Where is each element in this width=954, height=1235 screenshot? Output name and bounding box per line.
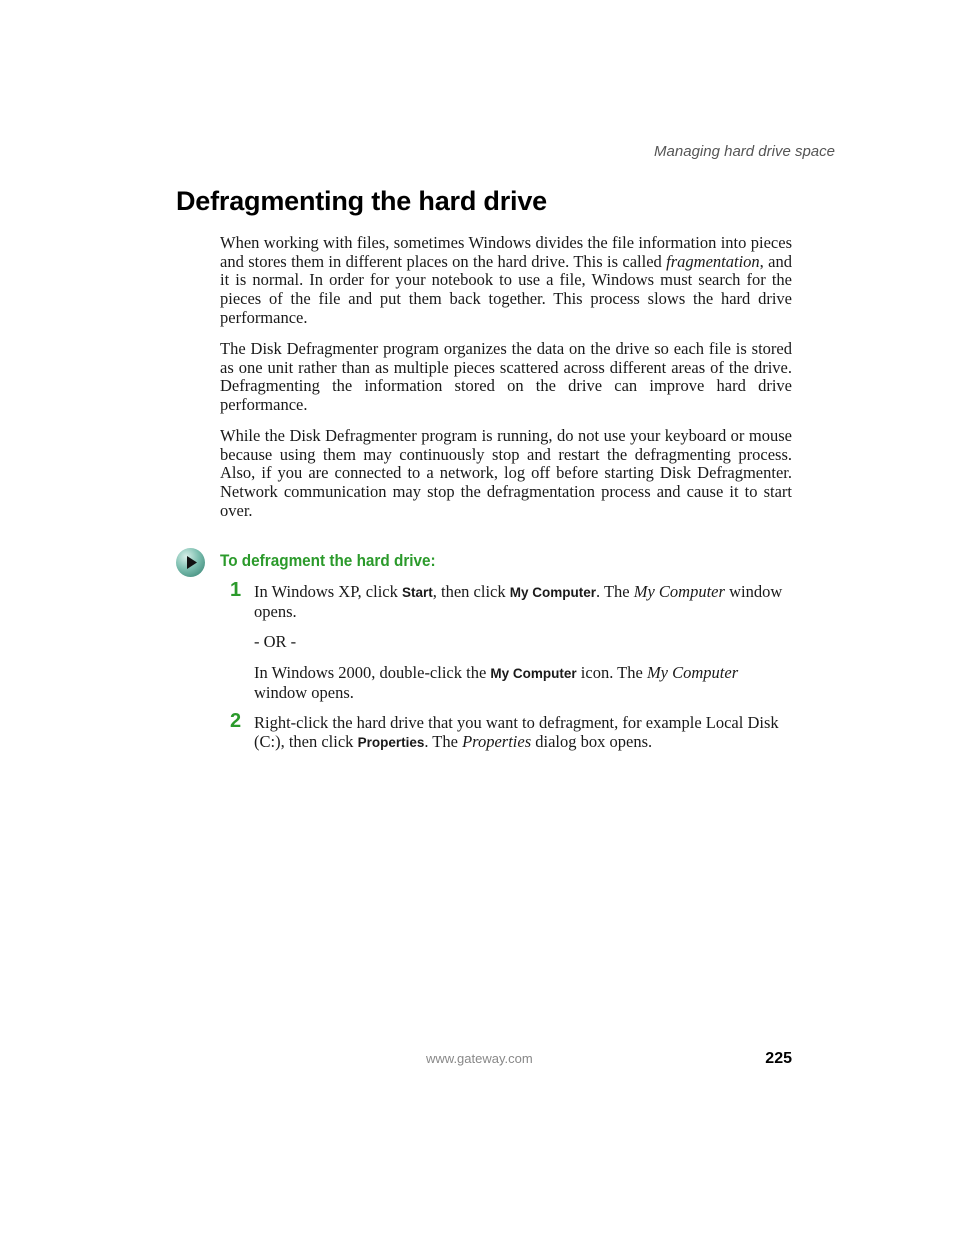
paragraph-text: , and it is normal. In order for your notebook to use a file, Windows must search for the pieces of the file and put them back together. This process slows the hard drive performance. [220, 251, 792, 327]
step-text-part: icon. The [576, 663, 647, 682]
window-name: My Computer [646, 663, 739, 682]
ui-term-my-computer: My Computer [490, 666, 577, 681]
step-text-part: window opens. [254, 582, 783, 621]
procedure-heading: To defragment the hard drive: [220, 551, 436, 570]
step-text-part: In Windows XP, click [254, 582, 402, 601]
step-text-part: dialog box opens. [531, 731, 653, 751]
body-paragraph: The Disk Defragmenter program organizes the data on the drive so each file is stored as one unit rather than as multiple pieces scattered across different areas of the drive. Defragmenting the information stored on the drive can improve hard drive performance. [220, 339, 792, 415]
step-text-part: , then click [432, 582, 510, 601]
step-text-part: Right-click the hard drive that you want to defragment, for example Local Disk (C:), then click [254, 713, 779, 751]
step-text-part: . The [596, 582, 634, 601]
ui-term-start: Start [401, 585, 433, 600]
play-arrow-icon [176, 548, 205, 577]
dialog-name: Properties [462, 731, 532, 751]
step-text-part: In Windows 2000, double-click the [254, 663, 491, 682]
body-paragraph [220, 234, 792, 328]
step-number: 1 [230, 579, 242, 601]
play-arrow-icon-shape [176, 548, 205, 577]
running-header: Managing hard drive space [654, 143, 835, 160]
emphasis-term: fragmentation [666, 251, 760, 271]
step-text-part: window opens. [254, 682, 354, 702]
step-text [254, 664, 792, 702]
page-number: 225 [765, 1050, 792, 1067]
footer-url: www.gateway.com [426, 1051, 533, 1066]
step-number: 2 [230, 710, 242, 732]
page-title: Defragmenting the hard drive [176, 186, 547, 216]
paragraph-text: When working with files, sometimes Windows divides the file information into pieces and stores them in different places on the hard drive. This is called [220, 233, 792, 271]
body-paragraph: While the Disk Defragmenter program is running, do not use your keyboard or mouse because using them may continuously stop and restart the defragmenting process. Also, if you are connected to a network, log off before starting Disk Defragmenter. Network communication may stop the defragmentation process and cause it to start over. [220, 426, 792, 520]
ui-term-my-computer: My Computer [509, 585, 596, 600]
step-or-separator: - OR - [254, 632, 297, 651]
window-name: My Computer [633, 582, 725, 601]
step-text-part: . The [424, 731, 463, 751]
step-text [254, 714, 792, 752]
step-text [254, 583, 792, 621]
ui-term-properties: Properties [357, 734, 425, 750]
